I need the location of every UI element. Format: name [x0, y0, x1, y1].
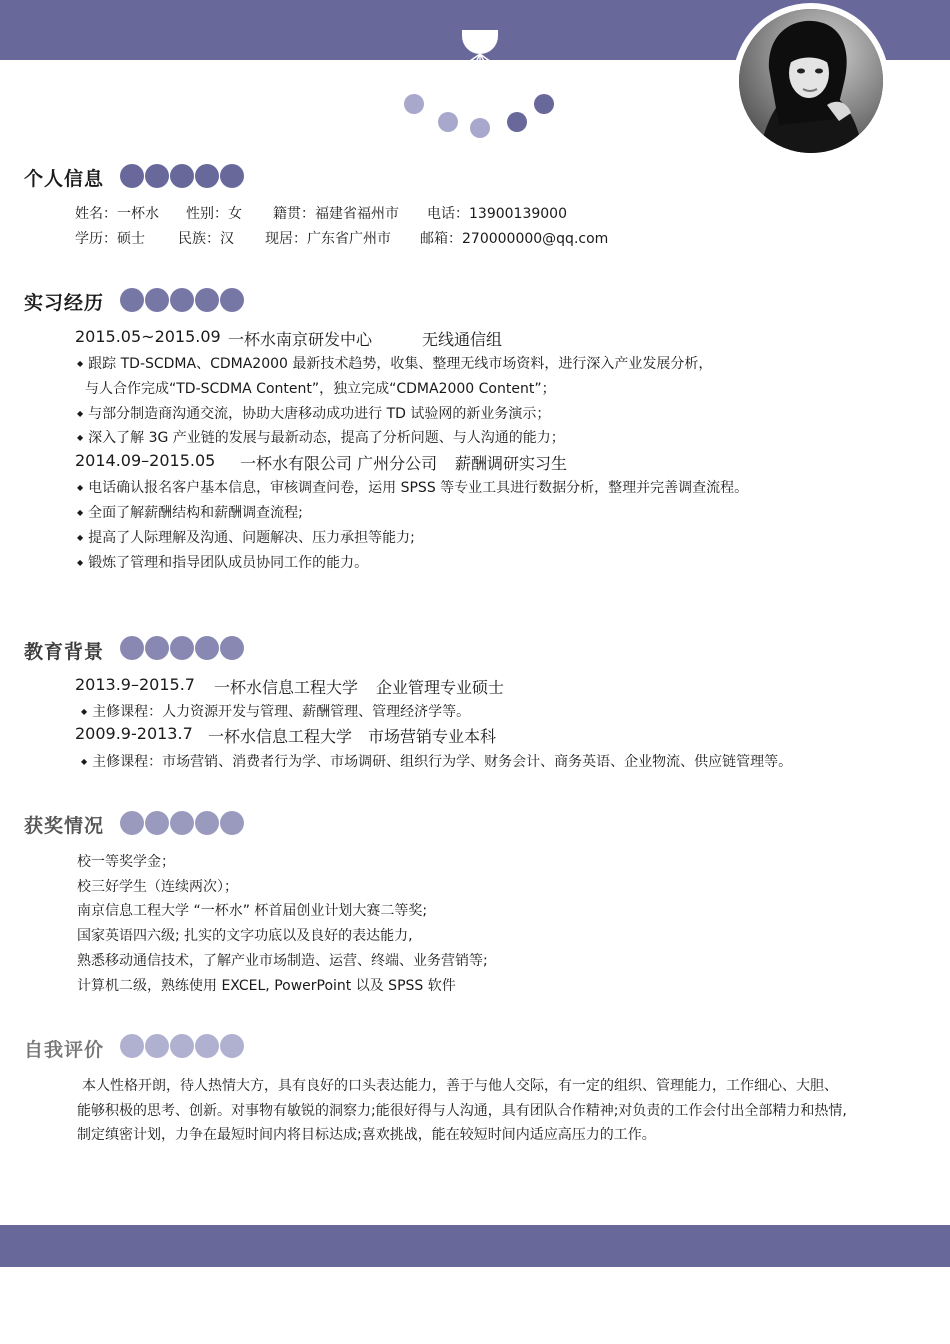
- section-dot: [145, 164, 169, 188]
- award-item: 熟悉移动通信技术，了解产业市场制造、运营、终端、业务营销等;: [77, 953, 488, 969]
- edu1-major: 企业管理专业硕士: [376, 678, 505, 697]
- self-eval-line: 制定缜密计划，力争在最短时间内将目标达成;喜欢挑战，能在较短时间内适应高压力的工作。: [77, 1127, 656, 1143]
- job2-item: ◆ 全面了解薪酬结构和薪酬调查流程;: [77, 502, 303, 522]
- job1-date: 2015.05~2015.09: [75, 327, 221, 346]
- edu1-course: ◆ 主修课程：人力资源开发与管理、薪酬管理、管理经济学等。: [81, 701, 470, 721]
- section-dot: [195, 636, 219, 660]
- footer-bar: [0, 1225, 950, 1267]
- job1-item: ◆ 跟踪 TD-SCDMA、CDMA2000 最新技术趋势，收集、整理无线市场资料，进行深入产业发展分析，: [77, 353, 712, 373]
- section-dot: [220, 1034, 244, 1058]
- section-dots: [120, 811, 244, 835]
- section-title-education: 教育背景: [24, 641, 105, 663]
- award-item: 校一等奖学金；: [77, 854, 175, 870]
- award-item: 国家英语四六级; 扎实的文字功底以及良好的表达能力,: [77, 928, 413, 944]
- job2-date: 2014.09–2015.05: [75, 451, 216, 470]
- personal-native-place: 籍贯：福建省福州市: [273, 206, 399, 222]
- lamp-bulb: [404, 94, 424, 114]
- edu1-school: 一杯水信息工程大学: [214, 678, 359, 697]
- lamp-bulb: [534, 94, 554, 114]
- section-dot: [170, 636, 194, 660]
- section-dot: [120, 1034, 144, 1058]
- job2-item: ◆ 提高了人际理解及沟通、问题解决、压力承担等能力;: [77, 527, 415, 547]
- job2-item: ◆ 锻炼了管理和指导团队成员协同工作的能力。: [77, 552, 368, 572]
- job2-org: 一杯水有限公司 广州分公司: [240, 454, 438, 473]
- lamp-bulb: [507, 112, 527, 132]
- section-dot: [120, 636, 144, 660]
- section-dot: [145, 636, 169, 660]
- section-dot: [220, 811, 244, 835]
- job2-dept: 薪酬调研实习生: [455, 454, 568, 473]
- section-title-awards: 获奖情况: [24, 815, 105, 837]
- section-dot: [220, 288, 244, 312]
- section-dot: [145, 288, 169, 312]
- edu1-date: 2013.9–2015.7: [75, 675, 195, 694]
- section-dot: [145, 811, 169, 835]
- job1-item: ◆ 与部分制造商沟通交流，协助大唐移动成功进行 TD 试验网的新业务演示；: [77, 403, 550, 423]
- section-dot: [220, 164, 244, 188]
- section-title-self-eval: 自我评价: [24, 1039, 105, 1061]
- section-dots: [120, 636, 244, 660]
- job2-item: ◆ 电话确认报名客户基本信息，审核调查问卷，运用 SPSS 等专业工具进行数据分析，整理并完善调查流程。: [77, 477, 748, 497]
- job1-org: 一杯水南京研发中心: [228, 330, 373, 349]
- award-item: 校三好学生（连续两次）；: [77, 879, 238, 895]
- edu2-date: 2009.9-2013.7: [75, 724, 193, 743]
- personal-residence: 现居：广东省广州市: [265, 231, 391, 247]
- section-dot: [120, 288, 144, 312]
- section-dot: [170, 1034, 194, 1058]
- personal-degree: 学历：硕士: [75, 231, 145, 247]
- section-title-personal: 个人信息: [24, 168, 105, 190]
- section-dot: [170, 811, 194, 835]
- edu2-major: 市场营销专业本科: [368, 727, 497, 746]
- section-dot: [120, 811, 144, 835]
- section-dot: [170, 164, 194, 188]
- section-dot: [170, 288, 194, 312]
- personal-email: 邮箱：270000000@qq.com: [420, 231, 609, 247]
- section-dot: [120, 164, 144, 188]
- section-dot: [220, 636, 244, 660]
- job1-item: ◆ 深入了解 3G 产业链的发展与最新动态，提高了分析问题、与人沟通的能力；: [77, 427, 565, 447]
- avatar: [739, 9, 883, 153]
- pendant-lamp-decoration: [390, 28, 580, 148]
- lamp-bulb: [470, 118, 490, 138]
- award-item: 南京信息工程大学 “一杯水” 杯首届创业计划大赛二等奖;: [77, 903, 428, 919]
- personal-phone: 电话：13900139000: [427, 206, 567, 222]
- section-dot: [195, 811, 219, 835]
- section-dots: [120, 288, 244, 312]
- self-eval-line: 能够积极的思考、创新。对事物有敏锐的洞察力;能很好得与人沟通，具有团队合作精神;对负责的工作会付出全部精力和热情,: [77, 1103, 847, 1119]
- section-dot: [195, 288, 219, 312]
- job1-dept: 无线通信组: [422, 330, 503, 349]
- section-dot: [195, 164, 219, 188]
- section-dots: [120, 1034, 244, 1058]
- self-eval-line: 本人性格开朗，待人热情大方，具有良好的口头表达能力，善于与他人交际，有一定的组织、管理能力，工作细心、大胆、: [82, 1078, 838, 1094]
- award-item: 计算机二级，熟练使用 EXCEL, PowerPoint 以及 SPSS 软件: [77, 978, 456, 994]
- section-dot: [195, 1034, 219, 1058]
- edu2-school: 一杯水信息工程大学: [208, 727, 353, 746]
- section-dots: [120, 164, 244, 188]
- edu2-course: ◆ 主修课程：市场营销、消费者行为学、市场调研、组织行为学、财务会计、商务英语、企业物流、供应链管理等。: [81, 751, 792, 771]
- personal-ethnicity: 民族：汉: [178, 231, 234, 247]
- section-title-internship: 实习经历: [24, 292, 105, 314]
- personal-gender: 性别：女: [186, 206, 242, 222]
- section-dot: [145, 1034, 169, 1058]
- personal-name: 姓名：一杯水: [75, 206, 159, 222]
- lamp-bulb: [438, 112, 458, 132]
- job1-item: 与人合作完成“TD-SCDMA Content”，独立完成“CDMA2000 Content”；: [85, 381, 556, 397]
